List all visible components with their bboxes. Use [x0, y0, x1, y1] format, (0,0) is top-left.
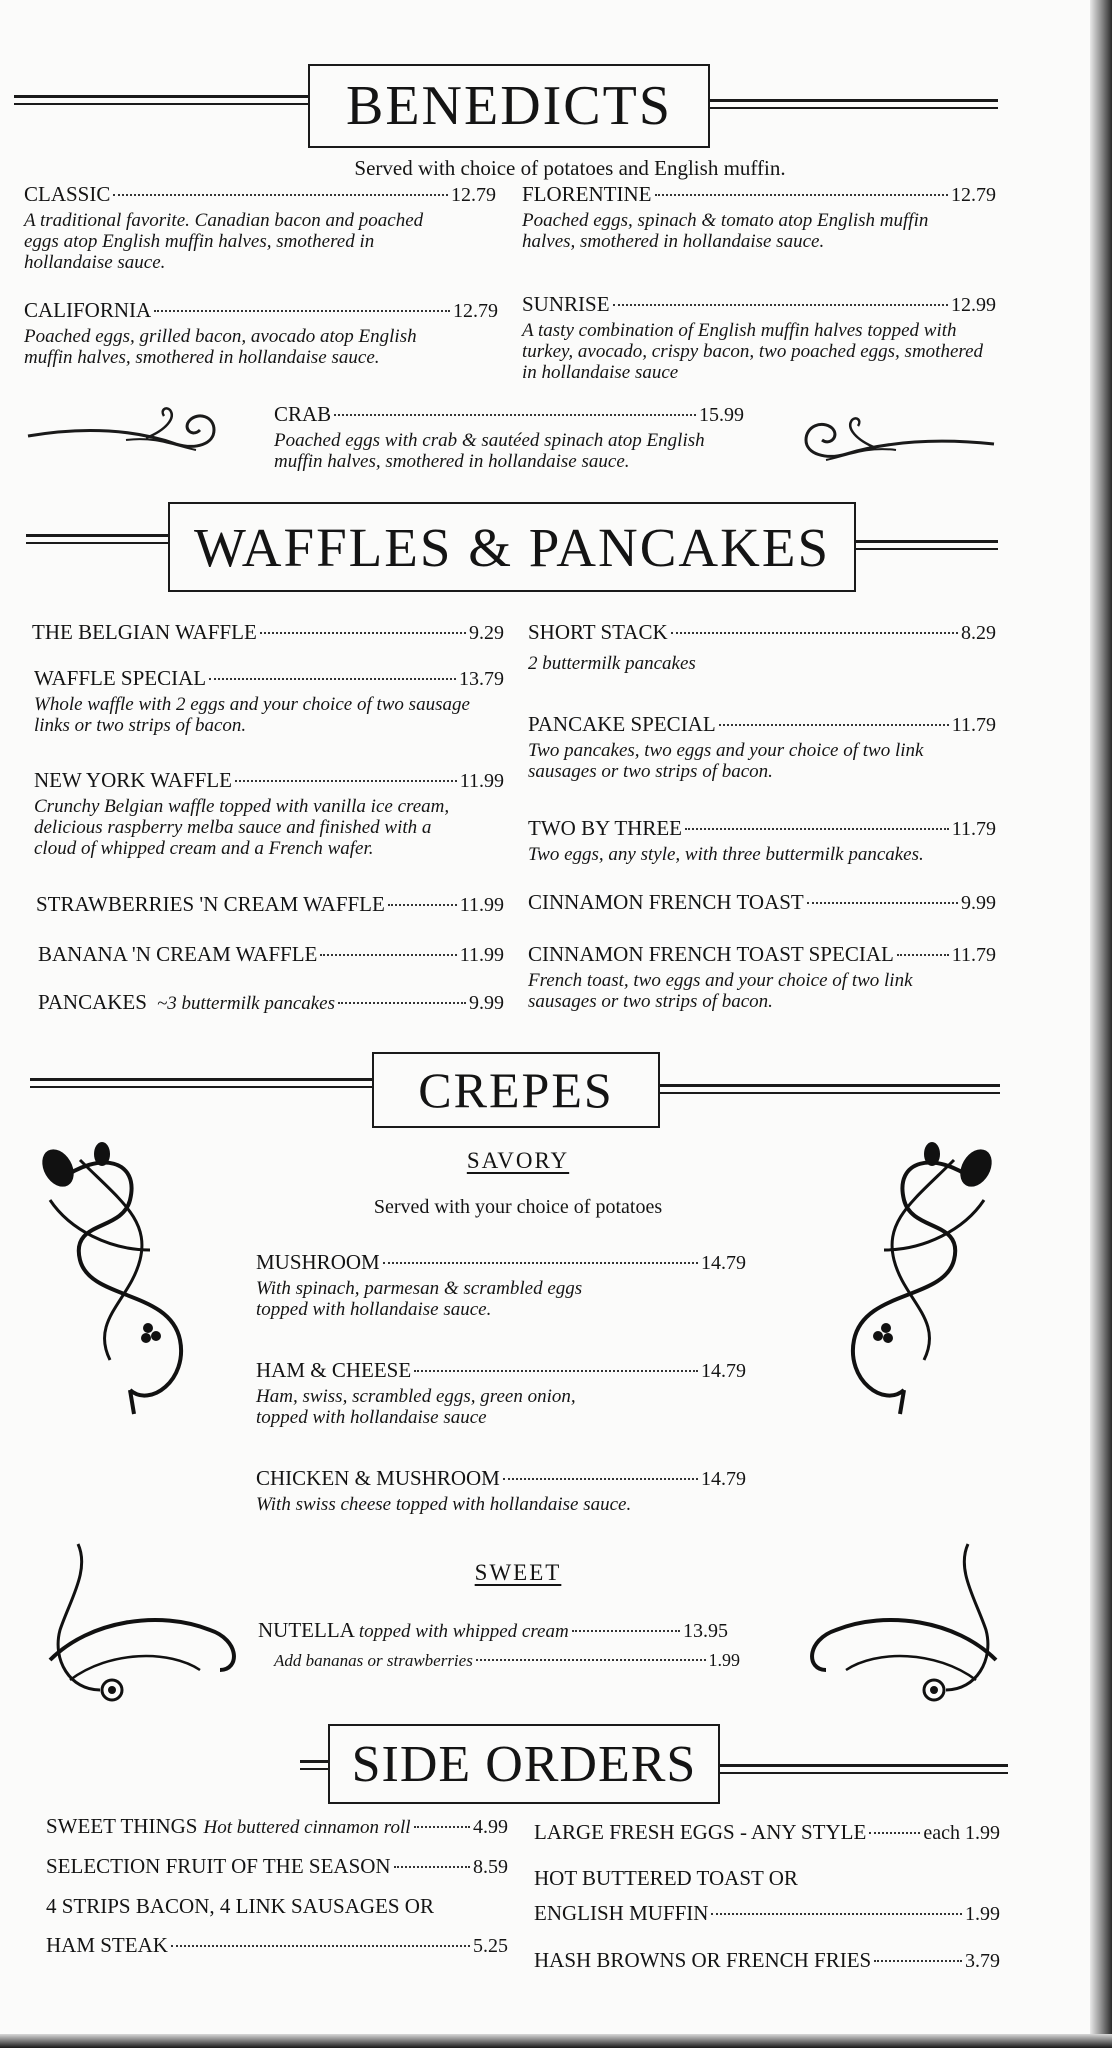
item-price: 11.99 — [459, 944, 504, 966]
item-description: Poached eggs, grilled bacon, avocado atop English muffin halves, smothered in hollandaise sauce. — [24, 326, 417, 368]
item-price: 13.79 — [459, 668, 504, 690]
benedicts-header — [0, 62, 1112, 147]
item-description: A tasty combination of English muffin halves topped with turkey, avocado, crispy bacon, two poached eggs, smothered in hollandaise sauce — [522, 320, 984, 383]
item-name: CHICKEN & MUSHROOM — [256, 1466, 500, 1490]
item-name: CALIFORNIA — [24, 298, 152, 322]
menu-item — [38, 990, 504, 1015]
item-price: 8.59 — [473, 1856, 508, 1878]
sweet-heading: SWEET — [474, 1560, 562, 1585]
dot-leader — [685, 828, 949, 830]
dot-leader — [807, 902, 958, 904]
item-price: 14.79 — [701, 1360, 746, 1382]
item-description: Poached eggs, spinach & tomato atop English muffin halves, smothered in hollandaise sauce. — [522, 210, 929, 252]
item-name: PANCAKES — [38, 990, 147, 1014]
dot-leader — [171, 1945, 470, 1947]
crepes-title: CREPES — [418, 1062, 614, 1118]
crepes-title-box — [372, 1052, 660, 1128]
item-name-note: Hot buttered cinnamon roll — [203, 1817, 411, 1838]
item-name: CINNAMON FRENCH TOAST SPECIAL — [528, 942, 894, 966]
item-description: A traditional favorite. Canadian bacon and poached eggs atop English muffin halves, smothered in hollandaise sauce. — [24, 210, 424, 273]
menu-item — [34, 666, 504, 736]
menu-item — [46, 1814, 508, 1839]
menu-item — [534, 1820, 1000, 1845]
item-price: 3.79 — [965, 1950, 1000, 1972]
menu-item — [534, 1948, 1000, 1973]
menu-item — [34, 768, 504, 859]
menu-item — [528, 712, 996, 782]
menu-item — [256, 1466, 746, 1515]
header-rule-right — [658, 1084, 1000, 1094]
dot-leader — [572, 1630, 680, 1632]
item-name: CLASSIC — [24, 182, 111, 206]
header-rule-right — [854, 540, 998, 550]
item-price: 14.79 — [701, 1252, 746, 1274]
menu-item — [256, 1358, 746, 1428]
item-name: HASH BROWNS OR FRENCH FRIES — [534, 1948, 872, 1972]
item-name: CRAB — [274, 402, 332, 426]
item-name: 4 STRIPS BACON, 4 LINK SAUSAGES OR — [46, 1894, 434, 1918]
menu-item — [46, 1854, 508, 1879]
item-price: 11.79 — [951, 944, 996, 966]
item-name: MUSHROOM — [256, 1250, 380, 1274]
dot-leader — [414, 1370, 698, 1372]
sides-title-box — [328, 1724, 720, 1804]
item-name: STRAWBERRIES 'N CREAM WAFFLE — [36, 892, 385, 916]
item-price: 1.99 — [708, 1650, 740, 1670]
item-description: French toast, two eggs and your choice of two link sausages or two strips of bacon. — [528, 970, 913, 1012]
item-price: 1.99 — [965, 1903, 1000, 1925]
vine-ornament-left — [30, 1140, 200, 1420]
item-name: NUTELLA — [258, 1618, 355, 1642]
item-price: 9.99 — [961, 892, 996, 914]
menu-item — [528, 890, 996, 915]
item-name: TWO BY THREE — [528, 816, 682, 840]
item-price: 11.79 — [951, 714, 996, 736]
item-price: 12.79 — [951, 184, 996, 206]
item-name: PANCAKE SPECIAL — [528, 712, 716, 736]
item-name: THE BELGIAN WAFFLE — [32, 620, 257, 644]
item-price: 11.99 — [459, 894, 504, 916]
item-name: SUNRISE — [522, 292, 610, 316]
item-price: 4.99 — [473, 1816, 508, 1838]
item-description: 2 buttermilk pancakes — [528, 653, 696, 674]
item-description: With spinach, parmesan & scrambled eggs topped with hollandaise sauce. — [256, 1278, 583, 1320]
dot-leader — [613, 304, 948, 306]
item-name: BANANA 'N CREAM WAFFLE — [38, 942, 318, 966]
menu-item — [24, 182, 496, 273]
menu-item — [24, 298, 498, 368]
waffles-header — [0, 498, 1112, 593]
menu-item — [46, 1894, 508, 1958]
dot-leader — [869, 1832, 920, 1834]
sides-title: SIDE ORDERS — [351, 1735, 697, 1793]
item-name: HAM & CHEESE — [256, 1358, 412, 1382]
dot-leader — [711, 1913, 962, 1915]
menu-item — [528, 942, 996, 1012]
item-name: HOT BUTTERED TOAST OR — [534, 1866, 798, 1890]
item-price: 12.79 — [451, 184, 496, 206]
dot-leader — [671, 632, 958, 634]
item-price: 9.29 — [469, 622, 504, 644]
item-name-note: ~3 buttermilk pancakes — [156, 993, 336, 1014]
header-rule-left — [26, 534, 170, 544]
swirl-ornament-right — [796, 1540, 1016, 1710]
header-rule-right — [708, 99, 998, 109]
item-description: Crunchy Belgian waffle topped with vanilla ice cream, delicious raspberry melba sauce and finished with a cloud of whipped cream and a French wafer. — [34, 796, 450, 859]
item-price: 9.99 — [469, 992, 504, 1014]
menu-item — [38, 942, 504, 967]
item-name: SHORT STACK — [528, 620, 668, 644]
dot-leader — [897, 954, 949, 956]
item-price: 15.99 — [699, 404, 744, 426]
menu-item — [522, 182, 996, 252]
item-price: 12.99 — [951, 294, 996, 316]
item-name: NEW YORK WAFFLE — [34, 768, 232, 792]
item-description: Two eggs, any style, with three buttermilk pancakes. — [528, 844, 924, 865]
dot-leader — [383, 1262, 698, 1264]
vine-ornament-right — [834, 1140, 1004, 1420]
dot-leader — [414, 1826, 470, 1828]
item-price: 8.29 — [961, 622, 996, 644]
item-description: Two pancakes, two eggs and your choice of two link sausages or two strips of bacon. — [528, 740, 924, 782]
item-price: 12.79 — [453, 300, 498, 322]
flourish-right-ornament — [796, 410, 996, 470]
menu-item — [528, 620, 996, 674]
savory-heading: SAVORY — [466, 1148, 570, 1173]
swirl-ornament-left — [30, 1540, 250, 1710]
item-name: SELECTION FRUIT OF THE SEASON — [46, 1854, 391, 1878]
sides-header — [0, 1722, 1112, 1806]
item-price: 11.79 — [951, 818, 996, 840]
header-rule-left — [14, 95, 310, 105]
item-description: Poached eggs with crab & sautéed spinach atop English muffin halves, smothered in hollandaise sauce. — [274, 430, 705, 472]
item-name-note: topped with whipped cream — [358, 1621, 569, 1642]
menu-item — [274, 402, 744, 472]
menu-item — [528, 816, 996, 865]
page-bottom-edge — [0, 2034, 1112, 2048]
item-name-line2: ENGLISH MUFFIN — [534, 1901, 709, 1925]
flourish-left-ornament — [26, 400, 226, 460]
menu-item-addon — [274, 1650, 740, 1671]
item-price: 5.25 — [473, 1935, 508, 1957]
item-price: 13.95 — [683, 1620, 728, 1642]
header-rule-left — [30, 1078, 372, 1088]
item-name-line2: HAM STEAK — [46, 1933, 168, 1957]
header-rule-right — [718, 1764, 1008, 1774]
item-price: 14.79 — [701, 1468, 746, 1490]
dot-leader — [334, 414, 696, 416]
item-name: FLORENTINE — [522, 182, 652, 206]
menu-item — [32, 620, 504, 645]
item-name: CINNAMON FRENCH TOAST — [528, 890, 804, 914]
dot-leader — [154, 310, 450, 312]
dot-leader — [503, 1478, 698, 1480]
dot-leader — [235, 780, 457, 782]
dot-leader — [719, 724, 949, 726]
item-price: each 1.99 — [923, 1822, 1000, 1844]
dot-leader — [394, 1866, 470, 1868]
dot-leader — [113, 194, 448, 196]
dot-leader — [260, 632, 466, 634]
waffles-title-box — [168, 502, 856, 592]
menu-item — [258, 1618, 728, 1643]
page-edge-shadow — [1090, 0, 1112, 2048]
item-name: WAFFLE SPECIAL — [34, 666, 207, 690]
dot-leader — [338, 1002, 466, 1004]
dot-leader — [209, 678, 456, 680]
menu-item — [36, 892, 504, 917]
benedicts-title: BENEDICTS — [346, 75, 672, 137]
savory-note: Served with your choice of potatoes — [373, 1196, 663, 1218]
dot-leader — [320, 954, 456, 956]
benedicts-title-box — [308, 64, 710, 148]
item-description: With swiss cheese topped with hollandaise sauce. — [256, 1494, 632, 1515]
item-description: Whole waffle with 2 eggs and your choice of two sausage links or two strips of bacon. — [34, 694, 470, 736]
item-description: Ham, swiss, scrambled eggs, green onion, topped with hollandaise sauce — [256, 1386, 576, 1428]
menu-item — [256, 1250, 746, 1320]
header-rule-left — [300, 1760, 330, 1770]
benedicts-note: Served with choice of potatoes and English muffin. — [354, 156, 786, 180]
menu-item — [534, 1866, 1000, 1926]
addon-label: Add bananas or strawberries — [274, 1651, 473, 1670]
dot-leader — [476, 1659, 706, 1661]
item-price: 11.99 — [459, 770, 504, 792]
menu-item — [522, 292, 996, 383]
item-name: SWEET THINGS — [46, 1814, 198, 1838]
dot-leader — [388, 904, 457, 906]
item-name: LARGE FRESH EGGS - ANY STYLE — [534, 1820, 867, 1844]
crepes-header — [0, 1050, 1112, 1128]
dot-leader — [874, 1960, 962, 1962]
dot-leader — [655, 194, 949, 196]
waffles-title: WAFFLES & PANCAKES — [193, 516, 831, 578]
